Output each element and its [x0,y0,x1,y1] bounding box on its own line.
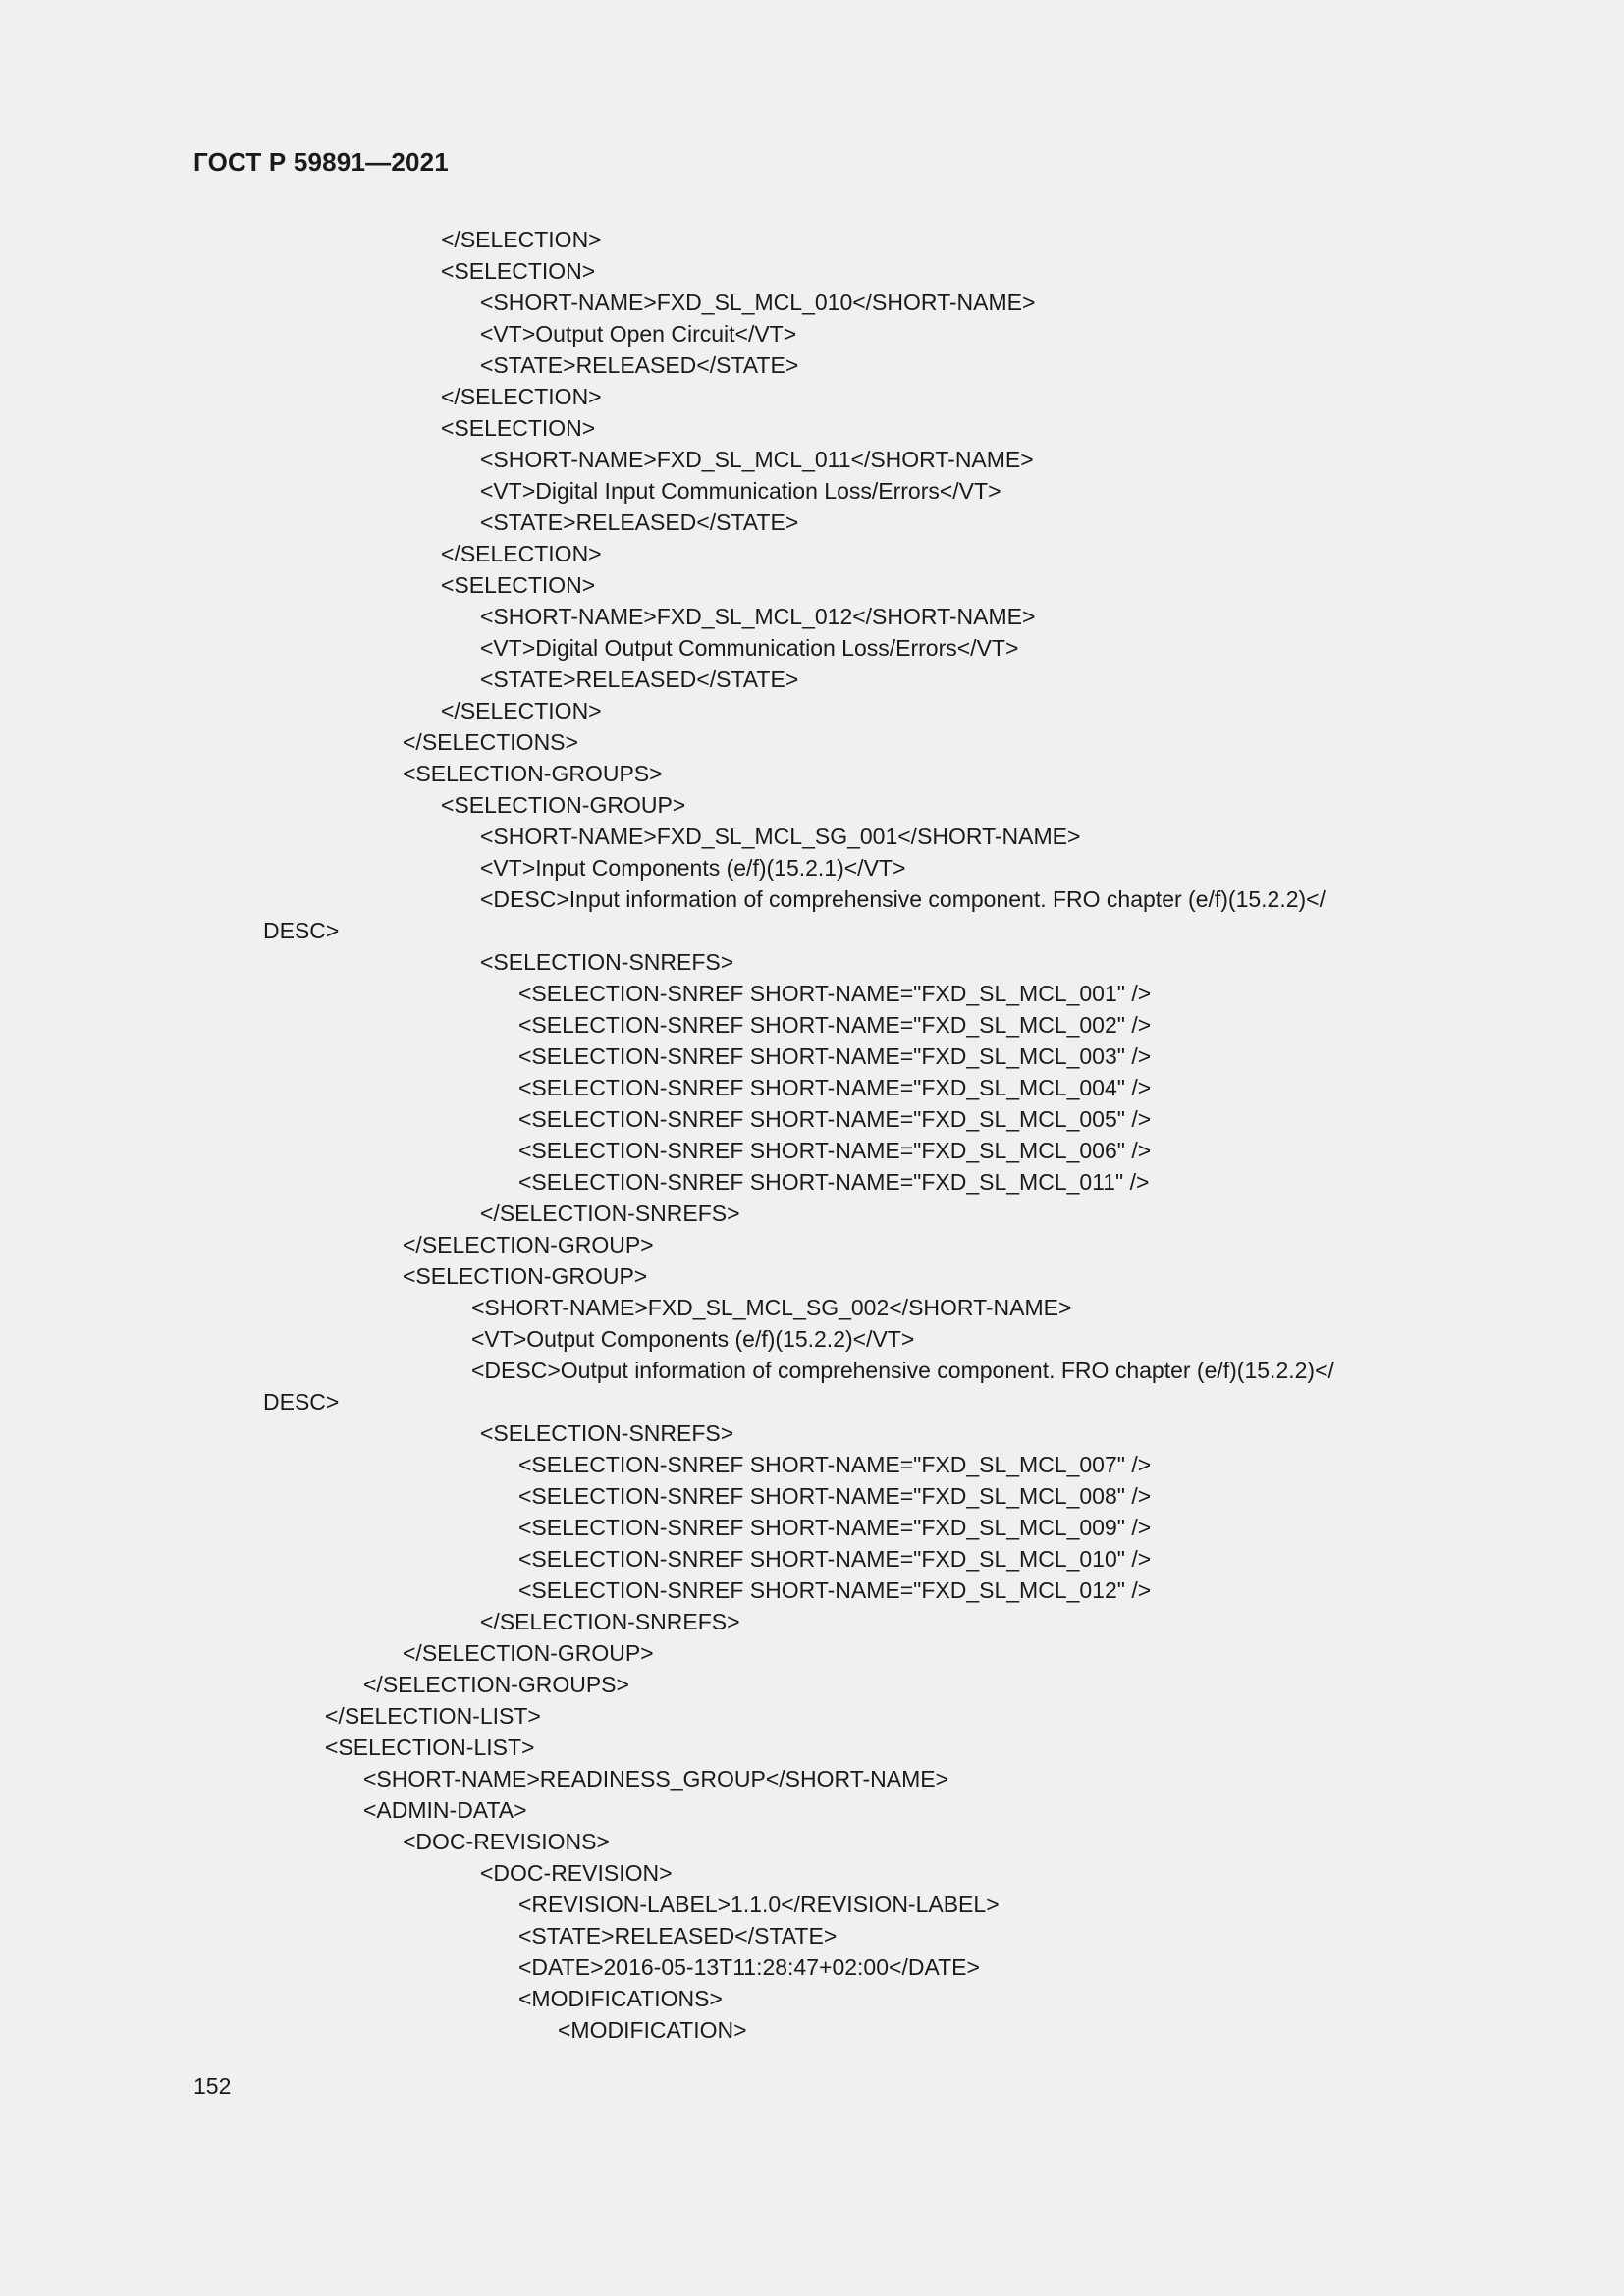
code-line: <VT>Output Components (e/f)(15.2.2)</VT> [471,1326,915,1352]
code-line: <SELECTION-GROUP> [403,1263,648,1289]
code-line: DESC> [263,1389,340,1415]
code-line: <SHORT-NAME>FXD_SL_MCL_SG_001</SHORT-NAME> [480,824,1081,849]
code-line: <DESC>Output information of comprehensive component. FRO chapter (e/f)(15.2.2)</ [471,1358,1334,1383]
code-line: <VT>Output Open Circuit</VT> [480,321,797,347]
code-line: <SELECTION-SNREF SHORT-NAME="FXD_SL_MCL_003" /> [518,1043,1152,1069]
code-line: <STATE>RELEASED</STATE> [518,1923,838,1949]
code-line: <REVISION-LABEL>1.1.0</REVISION-LABEL> [518,1892,1000,1917]
code-line: <MODIFICATION> [558,2017,747,2043]
code-line: <SHORT-NAME>FXD_SL_MCL_012</SHORT-NAME> [480,604,1036,629]
page-number: 152 [193,2073,232,2099]
code-line: <SHORT-NAME>FXD_SL_MCL_010</SHORT-NAME> [480,290,1036,315]
code-line: <SELECTION-SNREF SHORT-NAME="FXD_SL_MCL_007" /> [518,1452,1152,1477]
code-line: <SELECTION-GROUP> [441,792,686,818]
code-line: <STATE>RELEASED</STATE> [480,509,799,535]
code-line: <SELECTION-SNREF SHORT-NAME="FXD_SL_MCL_002" /> [518,1012,1152,1038]
code-line: <VT>Digital Input Communication Loss/Errors</VT> [480,478,1001,504]
code-line: <SELECTION-SNREF SHORT-NAME="FXD_SL_MCL_008" /> [518,1483,1152,1509]
code-line: <DOC-REVISIONS> [403,1829,610,1854]
code-line: <SELECTION> [441,572,596,598]
code-line: </SELECTION> [441,698,602,723]
code-line: <SELECTION-SNREF SHORT-NAME="FXD_SL_MCL_010" /> [518,1546,1152,1572]
code-line: <SELECTION-SNREFS> [480,1420,734,1446]
code-line: <SELECTION-SNREF SHORT-NAME="FXD_SL_MCL_001" /> [518,981,1152,1006]
code-line: </SELECTION> [441,541,602,566]
code-line: <SELECTION-GROUPS> [403,761,663,786]
code-line: <SELECTION-SNREF SHORT-NAME="FXD_SL_MCL_012" /> [518,1577,1152,1603]
code-line: </SELECTION-SNREFS> [480,1201,740,1226]
code-line: <SHORT-NAME>READINESS_GROUP</SHORT-NAME> [363,1766,949,1791]
code-line: <SELECTION-SNREF SHORT-NAME="FXD_SL_MCL_004" /> [518,1075,1152,1100]
code-line: <DESC>Input information of comprehensive component. FRO chapter (e/f)(15.2.2)</ [480,886,1326,912]
code-line: <SELECTION-SNREFS> [480,949,734,975]
code-line: </SELECTION-GROUPS> [363,1672,629,1697]
code-line: <ADMIN-DATA> [363,1797,527,1823]
code-line: <SELECTION-SNREF SHORT-NAME="FXD_SL_MCL_005" /> [518,1106,1152,1132]
code-line: </SELECTION-GROUP> [403,1640,654,1666]
code-line: <SELECTION-SNREF SHORT-NAME="FXD_SL_MCL_011" /> [518,1169,1150,1195]
code-line: <STATE>RELEASED</STATE> [480,352,799,378]
code-line: </SELECTION-SNREFS> [480,1609,740,1634]
code-line: <SHORT-NAME>FXD_SL_MCL_SG_002</SHORT-NAME> [471,1295,1072,1320]
code-line: <SELECTION> [441,258,596,284]
code-line: <MODIFICATIONS> [518,1986,723,2011]
code-line: <STATE>RELEASED</STATE> [480,667,799,692]
code-line: <SELECTION-SNREF SHORT-NAME="FXD_SL_MCL_009" /> [518,1515,1152,1540]
code-line: </SELECTION-GROUP> [403,1232,654,1257]
code-line: <DATE>2016-05-13T11:28:47+02:00</DATE> [518,1954,980,1980]
document-header: ГОСТ Р 59891—2021 [193,147,449,177]
code-line: </SELECTION> [441,227,602,252]
code-line: <DOC-REVISION> [480,1860,673,1886]
code-line: </SELECTION> [441,384,602,409]
code-line: DESC> [263,918,340,943]
code-line: <SELECTION-SNREF SHORT-NAME="FXD_SL_MCL_006" /> [518,1138,1152,1163]
code-line: <VT>Input Components (e/f)(15.2.1)</VT> [480,855,906,881]
code-line: <SELECTION-LIST> [325,1735,535,1760]
code-line: </SELECTION-LIST> [325,1703,541,1729]
code-line: <SELECTION> [441,415,596,441]
code-line: <VT>Digital Output Communication Loss/Errors</VT> [480,635,1019,661]
code-line: </SELECTIONS> [403,729,578,755]
code-line: <SHORT-NAME>FXD_SL_MCL_011</SHORT-NAME> [480,447,1034,472]
